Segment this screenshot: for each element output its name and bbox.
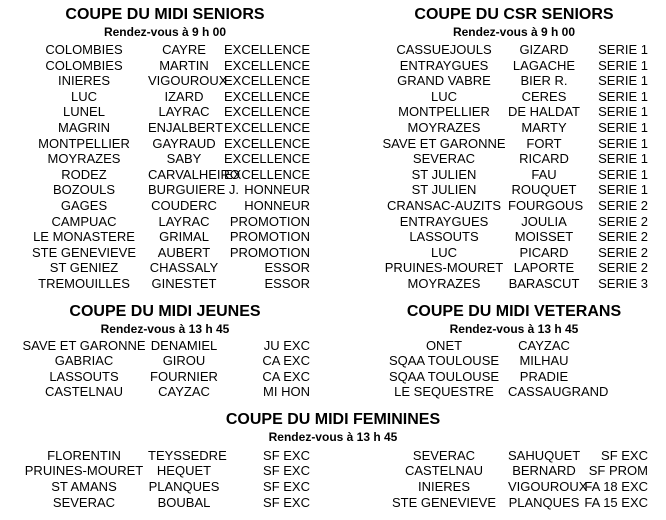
player-cell: SABY	[166, 151, 202, 167]
player-cell: MOISSET	[514, 229, 574, 245]
division-cell: SERIE 1	[598, 104, 648, 120]
player-cell: GIROU	[162, 353, 206, 369]
club-cell: GABRIAC	[54, 353, 114, 369]
section-subtitle: Rendez-vous à 13 h 45	[449, 321, 579, 336]
club-cell: CRANSAC-AUZITS	[386, 197, 502, 213]
player-cell: JOULIA	[521, 213, 567, 229]
table-row	[20, 198, 310, 214]
player-cell: ENJALBERT	[148, 119, 223, 135]
table-row	[20, 448, 310, 464]
club-cell: MAGRIN	[58, 119, 110, 135]
player-cell: GRIMAL	[159, 229, 209, 245]
division-cell: PROMOTION	[229, 244, 310, 260]
division-cell: HONNEUR	[244, 182, 310, 198]
player-cell: CASSAUGRAND	[508, 384, 609, 400]
table-row	[20, 73, 310, 89]
division-cell: EXCELLENCE	[224, 104, 310, 120]
table-row	[380, 167, 648, 183]
division-cell: SERIE 1	[598, 135, 648, 151]
table-row	[380, 353, 648, 369]
fixtures-table-midi-veterans	[380, 338, 648, 400]
club-cell: MOYRAZES	[47, 151, 121, 167]
club-cell: INIERES	[417, 479, 470, 495]
division-cell: EXCELLENCE	[224, 135, 310, 151]
division-cell: EXCELLENCE	[224, 73, 310, 89]
table-row	[380, 151, 648, 167]
table-row	[380, 136, 648, 152]
division-cell	[580, 369, 648, 385]
player-cell: BIER R.	[520, 73, 568, 89]
division-cell: SERIE 2	[598, 244, 648, 260]
player-cell: GAYRAUD	[152, 135, 216, 151]
club-cell: ONET	[425, 337, 463, 353]
player-cell: GINESTET	[151, 275, 217, 291]
table-row	[20, 353, 310, 369]
division-cell: EXCELLENCE	[224, 119, 310, 135]
section-coupe-du-midi-jeunes	[0, 292, 333, 400]
section-coupe-du-csr-seniors	[333, 0, 666, 292]
table-row	[20, 245, 310, 261]
division-cell: SF EXC	[263, 479, 310, 495]
player-cell: COUDERC	[151, 197, 217, 213]
player-cell: BARASCUT	[508, 275, 580, 291]
player-cell: VIGOUROUX	[508, 479, 588, 495]
feminines-tables-row	[0, 444, 666, 510]
division-cell: SERIE 2	[598, 213, 648, 229]
club-cell: STE GENEVIEVE	[391, 494, 497, 510]
fixtures-table-feminines-left	[20, 448, 310, 510]
club-cell: COLOMBIES	[45, 57, 123, 73]
club-cell: PRUINES-MOURET	[384, 260, 504, 276]
division-cell: SERIE 1	[598, 119, 648, 135]
table-row	[380, 463, 648, 479]
club-cell: ST JULIEN	[411, 166, 477, 182]
table-row	[20, 104, 310, 120]
player-cell: CERES	[521, 88, 567, 104]
table-row	[380, 229, 648, 245]
player-cell: IZARD	[164, 88, 204, 104]
player-cell: FOURGOUS	[508, 197, 584, 213]
club-cell: RODEZ	[61, 166, 107, 182]
division-cell: SERIE 2	[598, 229, 648, 245]
club-cell: ENTRAYGUES	[399, 57, 489, 73]
player-cell: RICARD	[519, 151, 569, 167]
club-cell: CASTELNAU	[404, 463, 484, 479]
player-cell: LAPORTE	[513, 260, 575, 276]
division-cell	[580, 338, 648, 354]
table-row	[380, 276, 648, 292]
club-cell: BOZOULS	[52, 182, 116, 198]
player-cell: BURGUIERE J.	[148, 182, 240, 198]
division-cell: EXCELLENCE	[224, 42, 310, 57]
division-cell: CA EXC	[262, 353, 310, 369]
player-cell: LAYRAC	[158, 104, 210, 120]
player-cell: PLANQUES	[508, 494, 580, 510]
csr-seniors-box	[380, 6, 648, 292]
division-cell: SF EXC	[263, 447, 310, 463]
section-title: COUPE DU MIDI VETERANS	[406, 302, 622, 320]
division-cell: SERIE 1	[598, 57, 648, 73]
feminines-left-box	[20, 448, 310, 510]
table-row	[20, 214, 310, 230]
section-coupe-du-midi-veterans	[333, 292, 666, 400]
division-cell: EXCELLENCE	[224, 88, 310, 104]
table-row	[380, 104, 648, 120]
division-cell: PROMOTION	[229, 229, 310, 245]
club-cell: INIERES	[57, 73, 110, 89]
table-row	[380, 214, 648, 230]
division-cell: EXCELLENCE	[224, 57, 310, 73]
club-cell: LUC	[430, 244, 457, 260]
section-coupe-du-midi-seniors	[0, 0, 333, 292]
feminines-left-half	[0, 444, 333, 510]
section-title: COUPE DU MIDI FEMININES	[225, 410, 441, 428]
midi-jeunes-box	[20, 303, 310, 400]
table-row	[20, 58, 310, 74]
player-cell: BOUBAL	[157, 494, 211, 510]
player-cell: GIZARD	[519, 42, 569, 57]
table-row	[20, 260, 310, 276]
division-cell: SERIE 1	[598, 73, 648, 89]
club-cell: SEVERAC	[412, 151, 476, 167]
table-row	[380, 89, 648, 105]
section-title: COUPE DU MIDI SENIORS	[65, 6, 265, 23]
club-cell: FLORENTIN	[47, 447, 121, 463]
player-cell: DE HALDAT	[508, 104, 580, 120]
division-cell: SERIE 2	[598, 260, 648, 276]
table-row	[20, 89, 310, 105]
club-cell: CASSUEJOULS	[396, 42, 492, 57]
table-row	[380, 58, 648, 74]
club-cell: ST GENIEZ	[49, 260, 119, 276]
table-row	[380, 495, 648, 511]
table-row	[20, 495, 310, 511]
player-cell: MILHAU	[519, 353, 569, 369]
club-cell: LASSOUTS	[409, 229, 479, 245]
player-cell: CARVALHEIRO	[148, 166, 240, 182]
table-row	[380, 73, 648, 89]
division-cell: PROMOTION	[229, 213, 310, 229]
table-row	[380, 479, 648, 495]
table-row	[380, 198, 648, 214]
club-cell: LE MONASTERE	[33, 229, 135, 245]
player-cell: MARTY	[521, 119, 567, 135]
club-cell: SEVERAC	[412, 447, 476, 463]
table-row	[380, 182, 648, 198]
division-cell: SERIE 1	[598, 42, 648, 57]
division-cell: SERIE 1	[598, 182, 648, 198]
player-cell: PRADIE	[519, 368, 569, 384]
club-cell: SQAA TOULOUSE	[388, 353, 500, 369]
section-subtitle: Rendez-vous à 9 h 00	[452, 25, 576, 39]
table-row	[20, 479, 310, 495]
club-cell: TREMOUILLES	[38, 275, 130, 291]
table-row	[20, 463, 310, 479]
club-cell: MOYRAZES	[407, 119, 481, 135]
fixtures-table-midi-jeunes	[20, 338, 310, 400]
player-cell: PLANQUES	[148, 479, 220, 495]
club-cell: PRUINES-MOURET	[24, 463, 144, 479]
club-cell: MOYRAZES	[407, 275, 481, 291]
midi-seniors-box	[20, 6, 310, 292]
division-cell: SERIE 1	[598, 151, 648, 167]
club-cell: LASSOUTS	[49, 368, 119, 384]
section-subtitle: Rendez-vous à 13 h 45	[100, 321, 230, 336]
club-cell: SQAA TOULOUSE	[388, 368, 500, 384]
club-cell: STE GENEVIEVE	[31, 244, 137, 260]
table-row	[380, 120, 648, 136]
club-cell: LUNEL	[63, 104, 105, 120]
club-cell: GRAND VABRE	[397, 73, 491, 89]
club-cell: GAGES	[60, 197, 108, 213]
club-cell: SAVE ET GARONNE	[382, 135, 506, 151]
table-row	[20, 120, 310, 136]
section-subtitle: Rendez-vous à 13 h 45	[268, 429, 398, 444]
division-cell: MI HON	[263, 384, 310, 400]
table-row	[20, 369, 310, 385]
division-cell: SF EXC	[263, 463, 310, 479]
division-cell: ESSOR	[264, 260, 310, 276]
division-cell: ESSOR	[264, 275, 310, 291]
section-coupe-du-midi-feminines	[0, 411, 666, 510]
fixtures-table-csr-seniors	[380, 42, 648, 292]
table-row	[20, 338, 310, 354]
player-cell: MARTIN	[159, 57, 209, 73]
table-row	[20, 182, 310, 198]
table-row	[380, 369, 648, 385]
feminines-right-box	[380, 448, 648, 510]
club-cell: COLOMBIES	[45, 42, 123, 57]
division-cell: CA EXC	[262, 368, 310, 384]
player-cell: CAYZAC	[158, 384, 210, 400]
table-row	[20, 229, 310, 245]
player-cell: FOURNIER	[150, 368, 218, 384]
player-cell: PICARD	[519, 244, 569, 260]
player-cell: CAYRE	[162, 42, 206, 57]
club-cell: ST JULIEN	[411, 182, 477, 198]
table-row	[20, 276, 310, 292]
division-cell	[580, 353, 648, 369]
table-row	[20, 384, 310, 400]
division-cell: SF EXC	[263, 494, 310, 510]
fixtures-table-midi-seniors	[20, 42, 310, 292]
player-cell: SAHUQUET	[508, 447, 581, 463]
table-row	[20, 42, 310, 58]
club-cell: CASTELNAU	[44, 384, 124, 400]
player-cell: LAGACHE	[512, 57, 576, 73]
player-cell: AUBERT	[157, 244, 211, 260]
club-cell: SAVE ET GARONNE	[22, 337, 146, 353]
division-cell: FA 15 EXC	[584, 494, 648, 510]
player-cell: FORT	[526, 135, 562, 151]
section-title: COUPE DU MIDI JEUNES	[69, 302, 261, 320]
division-cell: EXCELLENCE	[224, 151, 310, 167]
club-cell: LE SEQUESTRE	[394, 384, 494, 400]
club-cell: MONTPELLIER	[38, 135, 130, 151]
division-cell: FA 18 EXC	[584, 479, 648, 495]
division-cell	[580, 384, 648, 400]
division-cell: SERIE 1	[598, 88, 648, 104]
table-row	[20, 151, 310, 167]
club-cell: LUC	[70, 88, 97, 104]
player-cell: CHASSALY	[149, 260, 219, 276]
club-cell: ENTRAYGUES	[399, 213, 489, 229]
player-cell: CAYZAC	[518, 337, 570, 353]
division-cell: HONNEUR	[244, 197, 310, 213]
division-cell: SF EXC	[601, 447, 648, 463]
player-cell: FAU	[531, 166, 557, 182]
player-cell: VIGOUROUX	[148, 73, 228, 89]
table-row	[380, 448, 648, 464]
division-cell: SERIE 3	[598, 275, 648, 291]
fixtures-table-feminines-right	[380, 448, 648, 510]
table-row	[20, 167, 310, 183]
table-row	[380, 245, 648, 261]
table-row	[380, 42, 648, 58]
feminines-right-half	[333, 444, 666, 510]
player-cell: TEYSSEDRE	[148, 447, 227, 463]
club-cell: ST AMANS	[51, 479, 117, 495]
middle-sections-row	[0, 292, 666, 400]
player-cell: BERNARD	[512, 463, 576, 479]
table-row	[380, 338, 648, 354]
table-row	[380, 260, 648, 276]
table-row	[380, 384, 648, 400]
club-cell: CAMPUAC	[51, 213, 117, 229]
table-row	[20, 136, 310, 152]
club-cell: MONTPELLIER	[398, 104, 490, 120]
division-cell: SERIE 2	[598, 197, 648, 213]
player-cell: LAYRAC	[158, 213, 210, 229]
midi-veterans-box	[380, 303, 648, 400]
player-cell: DENAMIEL	[150, 337, 218, 353]
section-subtitle: Rendez-vous à 9 h 00	[103, 25, 227, 39]
division-cell: EXCELLENCE	[224, 166, 310, 182]
club-cell: LUC	[430, 88, 457, 104]
division-cell: SF PROM	[588, 463, 648, 479]
player-cell: HEQUET	[156, 463, 212, 479]
division-cell: JU EXC	[263, 337, 310, 353]
division-cell: SERIE 1	[598, 166, 648, 182]
player-cell: ROUQUET	[511, 182, 577, 198]
club-cell: SEVERAC	[52, 494, 116, 510]
section-title: COUPE DU CSR SENIORS	[414, 6, 614, 23]
